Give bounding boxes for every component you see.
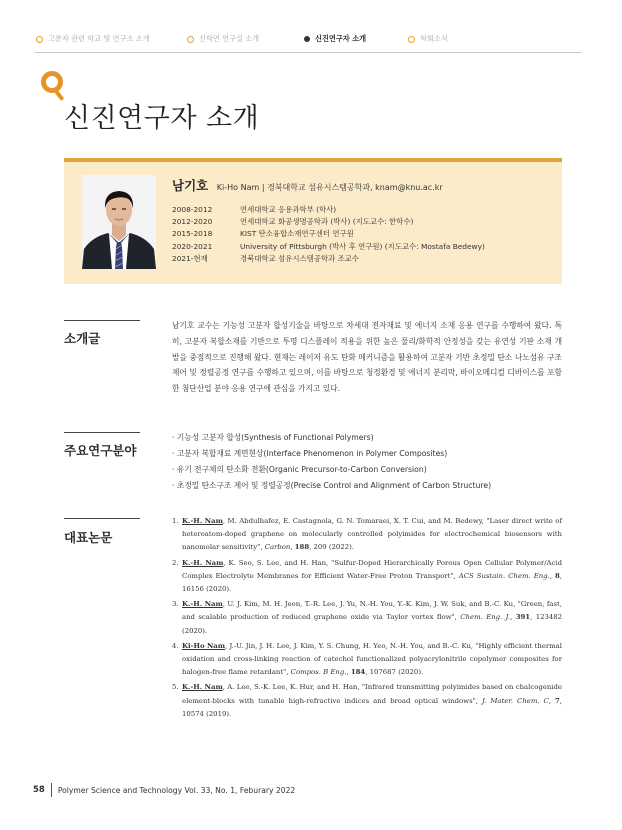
career-desc: KIST 탄소융합소재연구센터 연구원 <box>240 229 354 239</box>
section-rule <box>64 432 140 433</box>
paper-journal: Compos. B Eng. <box>290 668 347 677</box>
nav-bullet-icon <box>187 36 194 43</box>
research-item: · 유기 전구체의 탄소화 전환(Organic Precursor-to-Carbon Conversion) <box>172 465 427 475</box>
nav-item-schools[interactable] <box>36 34 150 44</box>
section-rule <box>64 320 140 321</box>
journal-citation: Polymer Science and Technology Vol. 33, No. 1, Feburary 2022 <box>57 785 296 795</box>
paper-author: Ki-Ho Nam <box>182 641 226 650</box>
paper-volume: 184 <box>350 668 366 677</box>
paper-tail: , 16156 (2020). <box>182 571 562 594</box>
nav-item-label: 신진연구자 소개 <box>315 34 367 43</box>
page-number: 58 <box>33 785 45 795</box>
paper-author: K.-H. Nam <box>182 600 223 609</box>
nav-divider <box>35 52 582 53</box>
paper-volume: 391 <box>515 613 531 622</box>
research-item: · 고분자 복합재료 계면현상(Interface Phenomenon in Polymer Composites) <box>172 449 448 459</box>
title-ornament-icon <box>41 71 63 93</box>
intro-paragraph: 남기호 교수는 기능성 고분자 합성기술을 바탕으로 차세대 전자재료 및 에너지 소재 응용 연구를 수행하여 왔다. 특히, 고분자 복합소재를 기반으로 투명 디스플레이 적용을 위한 높은 물리/화학적 안정성을 갖는 유연성 기판 소재 개발을 중점적으로 진행해 왔다. 현재는 레이저 유도 탄화 메커니즘을 활용하여 고분자 기반 초정밀 탄소 나노섬유 구조제어 및 정렬공정 연구를 수행하고 있으며, 이를 바탕으로 청정환경 및 에너지 분리막, 바이오메디컬 디바이스를 포함한 첨단산업 분야 응용 연구에 관심을 가지고 있다. <box>172 321 562 394</box>
career-desc: 연세대학교 응용과학부 (학사) <box>240 205 337 214</box>
paper-tail: , 209 (2022). <box>309 543 354 552</box>
research-item: · 초정밀 탄소구조 제어 및 정렬공정(Precise Control and Alignment of Carbon Structure) <box>172 481 492 491</box>
paper-entry <box>172 598 562 638</box>
profile-box <box>64 158 562 284</box>
career-row <box>172 216 485 228</box>
portrait-photo <box>82 175 156 269</box>
nav-item-labs[interactable] <box>187 34 259 44</box>
research-list <box>172 430 491 494</box>
career-period: 2008-2012 <box>172 205 213 214</box>
section-label-research: 주요연구분야 <box>64 443 137 458</box>
footer-divider <box>51 783 52 797</box>
nav-item-label: 신학연 연구실 소개 <box>199 34 260 43</box>
career-row <box>172 241 485 253</box>
paper-author: K.-H. Nam <box>182 558 224 567</box>
profile-name-ko: 남기호 <box>172 178 209 193</box>
career-row <box>172 204 485 216</box>
nav-item-society-news[interactable] <box>408 34 448 44</box>
profile-separator: | <box>261 183 268 192</box>
paper-number: 3. <box>172 600 179 609</box>
paper-number: 2. <box>172 558 179 567</box>
paper-author: K.-H. Nam <box>182 683 223 692</box>
career-desc: University of Pittsburgh (박사 후 연구원) (지도교수: Mostafa Bedewy) <box>240 241 485 251</box>
paper-volume: 7 <box>554 696 560 705</box>
paper-text: , J.-U. Jin, J. H. Lee, J. Kim, Y. S. Chung, H. Yeo, N.-H. You, and B.-C. Ku, "Highly efficient thermal oxidation and cross-linking reaction of catechol functionalized polyacrylonitrile copolymer composites for halogen-free flame retardant", <box>182 641 562 677</box>
paper-citation: Ki-Ho Nam, J.-U. Jin, J. H. Lee, J. Kim, Y. S. Chung, H. Yeo, N.-H. You, and B.-C. Ku, "Highly efficient thermal oxidation and cross-linking reaction of catechol functionalized polyacrylonitrile copolymer composites for halogen-free flame retardant", Compos. B Eng., 184, 107687 (2020). <box>182 641 562 677</box>
profile-name-en: Ki-Ho Nam <box>216 183 260 192</box>
career-row <box>172 253 485 265</box>
research-item: · 기능성 고분자 합성(Synthesis of Functional Polymers) <box>172 433 374 442</box>
paper-text: , M. Abdulhafez, E. Castagnola, G. N. Tomaraei, X. T. Cui, and M. Bedewy, "Laser direct write of heteroatom-doped graphene on molecularly controlled polyimides for electrochemical biosensors with nanomolar sensitivity", <box>182 517 562 552</box>
paper-text: , A. Lee, S.-K. Lee, K. Hur, and H. Han, "Infrared transmitting polyimides based on chalcogenide element-blocks with tunable high-refractive indices and broad optical windows", <box>182 683 562 705</box>
paper-journal: Carbon <box>264 543 291 552</box>
nav-item-label: 고분자 관련 학교 및 연구소 소개 <box>48 34 150 43</box>
career-period: 2015-2018 <box>172 229 213 239</box>
paper-volume: 8 <box>554 571 560 580</box>
paper-author: K.-H. Nam <box>182 517 223 525</box>
section-label-intro: 소개글 <box>64 331 101 346</box>
paper-text: , U. J. Kim, M. H. Jeon, T.-R. Lee, J. Yu, N.-H. You, Y.-K. Kim, J. W. Suk, and B.-C. Ku, "Green, fast, and scalable production of reduced graphene oxide via Taylor vortex flow", <box>182 600 562 622</box>
paper-tail: , 107687 (2020). <box>365 668 424 677</box>
profile-top-bar <box>64 158 562 162</box>
paper-list <box>172 515 562 723</box>
paper-number: 4. <box>172 641 179 650</box>
career-period: 2020-2021 <box>172 241 213 251</box>
page-title: 신진연구자 소개 <box>64 103 260 134</box>
career-desc: 경북대학교 섬유시스템공학과 조교수 <box>240 253 359 263</box>
career-desc: 연세대학교 화공생명공학과 (박사) (지도교수: 한학수) <box>240 217 414 227</box>
profile-heading <box>172 176 443 194</box>
top-navigation <box>0 30 622 50</box>
paper-journal: J. Mater. Chem. C <box>481 696 549 705</box>
paper-citation: K.-H. Nam, M. Abdulhafez, E. Castagnola, G. N. Tomaraei, X. T. Cui, and M. Bedewy, "Laser direct write of heteroatom-doped graphene on molecularly controlled polyimides for electrochemical biosensors with nanomolar sensitivity", Carbon, 188, 209 (2022). <box>182 517 562 552</box>
paper-tail: , 10574 (2019). <box>182 696 562 718</box>
nav-bullet-icon <box>408 36 415 43</box>
paper-volume: 188 <box>294 543 310 552</box>
section-label-papers: 대표논문 <box>64 530 113 545</box>
career-period: 2021-현재 <box>172 253 208 263</box>
paper-entry <box>172 640 562 680</box>
paper-number: 1. <box>172 517 179 525</box>
nav-item-label: 학회소식 <box>420 34 448 43</box>
paper-entry <box>172 557 562 597</box>
nav-item-new-researcher[interactable] <box>304 34 366 44</box>
paper-citation: K.-H. Nam, A. Lee, S.-K. Lee, K. Hur, and H. Han, "Infrared transmitting polyimides based on chalcogenide element-blocks with tunable high-refractive indices and broad optical windows", J. Mater. Chem. C, 7, 10574 (2019). <box>182 683 562 718</box>
paper-citation: K.-H. Nam, U. J. Kim, M. H. Jeon, T.-R. Lee, J. Yu, N.-H. You, Y.-K. Kim, J. W. Suk, and B.-C. Ku, "Green, fast, and scalable production of reduced graphene oxide via Taylor vortex flow", Chem. Eng. J., 391, 123482 (2020). <box>182 600 562 635</box>
paper-citation: K.-H. Nam, K. Seo, S. Lee, and H. Han, "Sulfur-Doped Hierarchically Porous Open Cellular Polymer/Acid Complex Electrolyte Membranes for Efficient Water-Free Proton Transport", ACS Sustain. Chem. Eng., 8, 16156 (2020). <box>182 558 562 594</box>
career-period: 2012-2020 <box>172 217 213 227</box>
paper-entry <box>172 681 562 721</box>
section-rule <box>64 518 140 519</box>
page-footer <box>33 783 295 797</box>
paper-number: 5. <box>172 683 179 692</box>
paper-entry <box>172 515 562 555</box>
paper-journal: Chem. Eng. J. <box>460 613 511 622</box>
nav-bullet-icon <box>36 36 43 43</box>
career-row <box>172 228 485 240</box>
profile-affiliation: 경북대학교 섬유시스템공학과, knam@knu.ac.kr <box>267 183 443 192</box>
paper-text: , K. Seo, S. Lee, and H. Han, "Sulfur-Doped Hierarchically Porous Open Cellular Polymer/Acid Complex Electrolyte Membranes for Efficient Water-Free Proton Transport", <box>182 558 562 580</box>
nav-active-dot-icon <box>304 36 310 42</box>
paper-tail: , 123482 (2020). <box>182 613 562 635</box>
paper-journal: ACS Sustain. Chem. Eng. <box>458 571 550 580</box>
career-list <box>172 204 485 265</box>
